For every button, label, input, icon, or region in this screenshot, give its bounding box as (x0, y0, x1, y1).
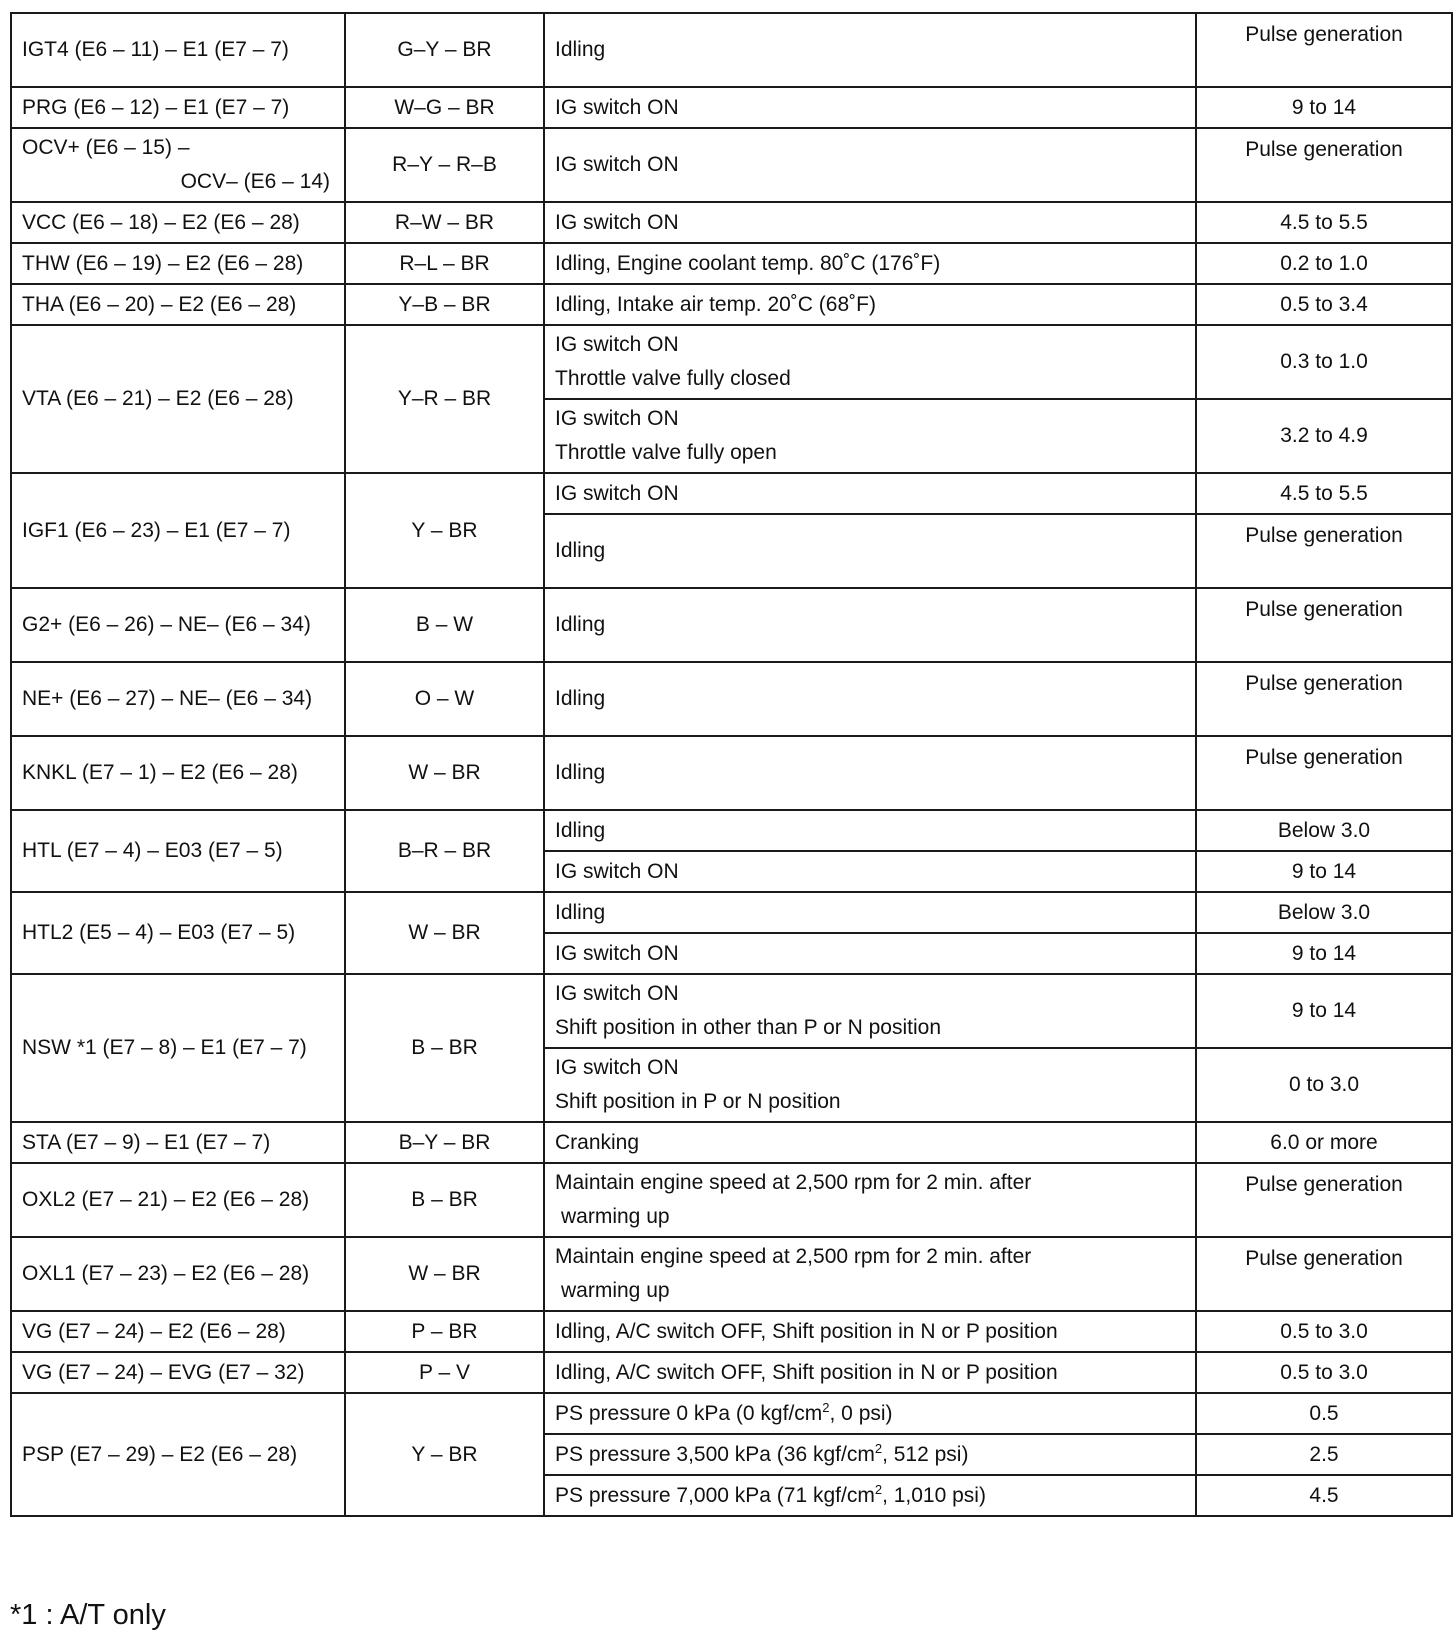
terminal-cell: IGF1 (E6 – 23) – E1 (E7 – 7) (11, 473, 345, 588)
condition-cell (544, 851, 1196, 892)
terminal-cell: THA (E6 – 20) – E2 (E6 – 28) (11, 284, 345, 325)
table-row (11, 13, 1452, 87)
wiring-color-cell: Y–B – BR (345, 284, 544, 325)
table-row (11, 810, 1452, 851)
condition-line: Cranking (555, 1130, 640, 1154)
specified-condition-cell: 4.5 to 5.5 (1196, 473, 1452, 514)
condition-cell (544, 128, 1196, 202)
condition-line: Maintain engine speed at 2,500 rpm for 2 min. after (555, 1245, 1032, 1268)
specified-condition-cell: 4.5 to 5.5 (1196, 202, 1452, 243)
table-row (11, 736, 1452, 810)
wiring-color-cell: R–W – BR (345, 202, 544, 243)
condition-line: IG switch ON (555, 982, 679, 1005)
condition-line: IG switch ON (555, 1056, 679, 1079)
table-row (11, 588, 1452, 662)
wiring-color-cell: R–L – BR (345, 243, 544, 284)
condition-text: , 0 psi) (829, 1401, 893, 1425)
table-row (11, 1393, 1452, 1434)
specified-condition-cell: 4.5 (1196, 1475, 1452, 1516)
specified-condition-cell: 9 to 14 (1196, 851, 1452, 892)
specified-condition-cell: Pulse generation (1196, 13, 1452, 87)
wiring-color-cell: P – BR (345, 1311, 544, 1352)
specified-condition-cell: 0.2 to 1.0 (1196, 243, 1452, 284)
condition-cell (544, 1048, 1196, 1122)
specified-condition-cell: Below 3.0 (1196, 810, 1452, 851)
table-row (11, 128, 1452, 202)
wiring-color-cell: B – BR (345, 974, 544, 1122)
condition-cell (544, 514, 1196, 588)
wiring-color-cell: R–Y – R–B (345, 128, 544, 202)
condition-cell (544, 1352, 1196, 1393)
condition-cell (544, 1311, 1196, 1352)
terminal-text-continued: OCV– (E6 – 14) (180, 170, 330, 193)
wiring-color-cell: G–Y – BR (345, 13, 544, 87)
wiring-color-cell: B–R – BR (345, 810, 544, 892)
condition-cell (544, 588, 1196, 662)
specified-condition-cell: Pulse generation (1196, 1163, 1452, 1237)
table-row (11, 87, 1452, 128)
wiring-color-cell: Y – BR (345, 473, 544, 588)
table-row (11, 1311, 1452, 1352)
table-row (11, 284, 1452, 325)
wiring-color-cell: W – BR (345, 1237, 544, 1311)
table-row (11, 325, 1452, 399)
table-row (11, 892, 1452, 933)
condition-cell (544, 243, 1196, 284)
terminal-cell: PRG (E6 – 12) – E1 (E7 – 7) (11, 87, 345, 128)
terminal-cell: HTL2 (E5 – 4) – E03 (E7 – 5) (11, 892, 345, 974)
terminal-cell: NSW *1 (E7 – 8) – E1 (E7 – 7) (11, 974, 345, 1122)
terminal-cell: OXL2 (E7 – 21) – E2 (E6 – 28) (11, 1163, 345, 1237)
condition-cell (544, 1122, 1196, 1163)
table-body (11, 13, 1452, 1516)
wiring-color-cell: B – W (345, 588, 544, 662)
specified-condition-cell: 0.3 to 1.0 (1196, 325, 1452, 399)
terminal-cell: NE+ (E6 – 27) – NE– (E6 – 34) (11, 662, 345, 736)
terminal-cell: OXL1 (E7 – 23) – E2 (E6 – 28) (11, 1237, 345, 1311)
terminal-cell: VTA (E6 – 21) – E2 (E6 – 28) (11, 325, 345, 473)
wiring-color-cell: O – W (345, 662, 544, 736)
condition-line: warming up (561, 1279, 670, 1302)
specified-condition-cell: Pulse generation (1196, 128, 1452, 202)
table-row (11, 1122, 1452, 1163)
condition-text: PS pressure 0 kPa (0 kgf/cm (555, 1401, 823, 1425)
specified-condition-cell: Pulse generation (1196, 514, 1452, 588)
terminal-cell: IGT4 (E6 – 11) – E1 (E7 – 7) (11, 13, 345, 87)
superscript: 2 (874, 1440, 883, 1456)
table-row (11, 1163, 1452, 1237)
wiring-color-cell: W – BR (345, 892, 544, 974)
terminal-cell: VCC (E6 – 18) – E2 (E6 – 28) (11, 202, 345, 243)
condition-cell (544, 736, 1196, 810)
condition-line: Idling, Intake air temp. 20˚C (68˚F) (555, 292, 876, 316)
condition-cell (544, 1434, 1196, 1475)
terminal-cell: STA (E7 – 9) – E1 (E7 – 7) (11, 1122, 345, 1163)
condition-line: Idling (555, 900, 606, 924)
specified-condition-cell: 9 to 14 (1196, 974, 1452, 1048)
condition-line: Shift position in other than P or N position (555, 1016, 942, 1039)
condition-cell (544, 202, 1196, 243)
condition-line: Idling (555, 818, 606, 842)
condition-line (555, 1479, 1185, 1513)
condition-line: IG switch ON (555, 210, 679, 234)
wiring-color-cell: W – BR (345, 736, 544, 810)
condition-line: IG switch ON (555, 95, 679, 119)
condition-line: warming up (561, 1205, 670, 1228)
condition-cell (544, 284, 1196, 325)
wiring-color-cell: Y–R – BR (345, 325, 544, 473)
footnote: *1 : A/T only (10, 1599, 166, 1631)
specified-condition-cell: Pulse generation (1196, 736, 1452, 810)
condition-cell (544, 325, 1196, 399)
specified-condition-cell: 0.5 to 3.4 (1196, 284, 1452, 325)
condition-cell (544, 13, 1196, 87)
specified-condition-cell: Pulse generation (1196, 662, 1452, 736)
table-row (11, 662, 1452, 736)
terminal-cell: PSP (E7 – 29) – E2 (E6 – 28) (11, 1393, 345, 1516)
specified-condition-cell: 0.5 (1196, 1393, 1452, 1434)
terminal-cell (11, 128, 345, 202)
condition-line: Idling, Engine coolant temp. 80˚C (176˚F) (555, 251, 941, 275)
condition-cell (544, 1475, 1196, 1516)
condition-line: IG switch ON (555, 481, 679, 505)
condition-line: Idling (555, 38, 606, 61)
specified-condition-cell: 9 to 14 (1196, 87, 1452, 128)
specified-condition-cell: 9 to 14 (1196, 933, 1452, 974)
condition-line: Idling (555, 761, 606, 784)
specified-condition-cell: 0.5 to 3.0 (1196, 1352, 1452, 1393)
condition-text: PS pressure 7,000 kPa (71 kgf/cm (555, 1483, 875, 1507)
condition-line: Maintain engine speed at 2,500 rpm for 2 min. after (555, 1171, 1032, 1194)
condition-line: IG switch ON (555, 333, 679, 356)
superscript: 2 (874, 1481, 883, 1497)
wiring-color-cell: B–Y – BR (345, 1122, 544, 1163)
specified-condition-cell: Pulse generation (1196, 588, 1452, 662)
table-row (11, 1237, 1452, 1311)
condition-line: IG switch ON (555, 153, 679, 176)
terminal-cell: VG (E7 – 24) – EVG (E7 – 32) (11, 1352, 345, 1393)
condition-text: , 512 psi) (882, 1442, 969, 1466)
condition-cell (544, 399, 1196, 473)
terminal-cell: KNKL (E7 – 1) – E2 (E6 – 28) (11, 736, 345, 810)
wiring-color-cell: B – BR (345, 1163, 544, 1237)
condition-cell (544, 974, 1196, 1048)
specified-condition-cell: 6.0 or more (1196, 1122, 1452, 1163)
condition-line (555, 1438, 1185, 1472)
terminal-cell: HTL (E7 – 4) – E03 (E7 – 5) (11, 810, 345, 892)
condition-cell (544, 810, 1196, 851)
superscript: 2 (822, 1399, 830, 1415)
condition-cell (544, 1163, 1196, 1237)
table-row (11, 1352, 1452, 1393)
terminal-voltage-table (10, 12, 1453, 1517)
condition-line (555, 1397, 1185, 1431)
wiring-color-cell: P – V (345, 1352, 544, 1393)
condition-line: IG switch ON (555, 941, 679, 965)
wiring-color-cell: W–G – BR (345, 87, 544, 128)
table-row (11, 202, 1452, 243)
specified-condition-cell: 0 to 3.0 (1196, 1048, 1452, 1122)
condition-line: Idling (555, 613, 606, 636)
condition-line: Idling (555, 687, 606, 710)
condition-cell (544, 473, 1196, 514)
condition-line: Idling (555, 539, 606, 562)
condition-cell (544, 1237, 1196, 1311)
condition-cell (544, 1393, 1196, 1434)
condition-cell (544, 87, 1196, 128)
wiring-color-cell: Y – BR (345, 1393, 544, 1516)
condition-line: Throttle valve fully closed (555, 367, 791, 390)
condition-cell (544, 892, 1196, 933)
terminal-cell: VG (E7 – 24) – E2 (E6 – 28) (11, 1311, 345, 1352)
table-row (11, 473, 1452, 514)
condition-line: Throttle valve fully open (555, 441, 777, 464)
condition-text: , 1,010 psi) (882, 1483, 986, 1507)
specified-condition-cell: 2.5 (1196, 1434, 1452, 1475)
terminal-cell: G2+ (E6 – 26) – NE– (E6 – 34) (11, 588, 345, 662)
condition-cell (544, 662, 1196, 736)
condition-line: Idling, A/C switch OFF, Shift position in N or P position (555, 1319, 1058, 1343)
specified-condition-cell: 0.5 to 3.0 (1196, 1311, 1452, 1352)
condition-cell (544, 933, 1196, 974)
terminal-cell: THW (E6 – 19) – E2 (E6 – 28) (11, 243, 345, 284)
specified-condition-cell: Below 3.0 (1196, 892, 1452, 933)
condition-line: IG switch ON (555, 407, 679, 430)
table-row (11, 974, 1452, 1048)
condition-text: PS pressure 3,500 kPa (36 kgf/cm (555, 1442, 875, 1466)
table-row (11, 243, 1452, 284)
specified-condition-cell: 3.2 to 4.9 (1196, 399, 1452, 473)
condition-line: IG switch ON (555, 859, 679, 883)
condition-line: Idling, A/C switch OFF, Shift position in N or P position (555, 1360, 1058, 1384)
specified-condition-cell: Pulse generation (1196, 1237, 1452, 1311)
condition-line: Shift position in P or N position (555, 1090, 841, 1113)
terminal-text: OCV+ (E6 – 15) – (22, 136, 190, 159)
